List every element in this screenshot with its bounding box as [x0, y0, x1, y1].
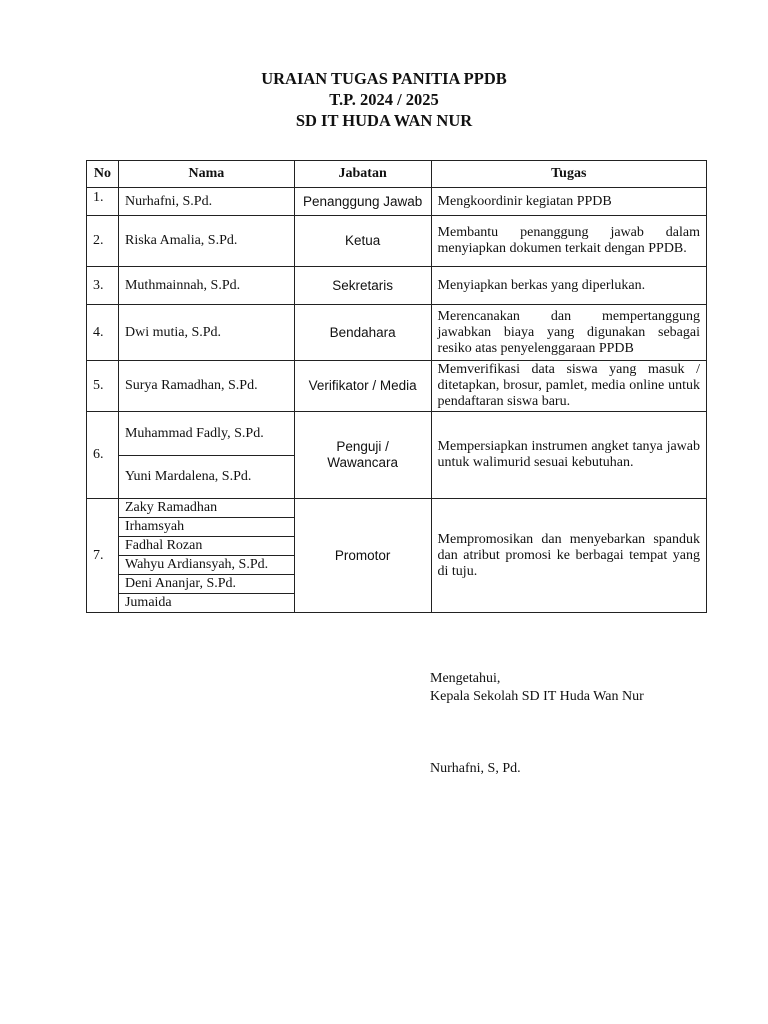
title-line-1: URAIAN TUGAS PANITIA PPDB — [261, 69, 507, 88]
row-number: 7. — [87, 499, 119, 613]
position-line-2: Wawancara — [327, 455, 398, 470]
row-number: 1. — [87, 188, 119, 216]
document-title — [0, 68, 768, 131]
member-name: Fadhal Rozan — [118, 537, 294, 556]
position: Sekretaris — [294, 267, 431, 305]
member-name: Zaky Ramadhan — [118, 499, 294, 518]
table-row — [87, 188, 707, 216]
member-name: Wahyu Ardiansyah, S.Pd. — [118, 556, 294, 575]
member-name: Nurhafni, S.Pd. — [118, 188, 294, 216]
position: Penanggung Jawab — [294, 188, 431, 216]
title-line-3: SD IT HUDA WAN NUR — [295, 111, 473, 130]
duty: Memverifikasi data siswa yang masuk / ditetapkan, brosur, pamlet, media online untuk pendaftaran siswa baru. — [431, 361, 706, 412]
member-name: Dwi mutia, S.Pd. — [118, 305, 294, 361]
position-line-1: Penguji / — [336, 439, 389, 454]
row-number: 4. — [87, 305, 119, 361]
column-header-jabatan: Jabatan — [294, 161, 431, 188]
table-header-row — [87, 161, 707, 188]
title-line-2: T.P. 2024 / 2025 — [329, 90, 439, 109]
duty: Mempromosikan dan menyebarkan spanduk dan atribut promosi ke berbagai tempat yang di tuju. — [431, 499, 706, 613]
table-row — [87, 216, 707, 267]
table-row — [87, 412, 707, 456]
signature-acknowledged: Mengetahui, — [430, 671, 501, 686]
signature-name: Nurhafni, S, Pd. — [430, 761, 521, 776]
position: Verifikator / Media — [294, 361, 431, 412]
member-name: Deni Ananjar, S.Pd. — [118, 575, 294, 594]
position: Promotor — [294, 499, 431, 613]
member-name: Surya Ramadhan, S.Pd. — [118, 361, 294, 412]
table-row — [87, 361, 707, 412]
member-name: Muhammad Fadly, S.Pd. — [118, 412, 294, 456]
signature-block — [430, 670, 644, 706]
duty: Mengkoordinir kegiatan PPDB — [431, 188, 706, 216]
duty: Mempersiapkan instrumen angket tanya jawab untuk walimurid sesuai kebutuhan. — [431, 412, 706, 499]
position: Bendahara — [294, 305, 431, 361]
member-name: Muthmainnah, S.Pd. — [118, 267, 294, 305]
row-number: 3. — [87, 267, 119, 305]
duty: Menyiapkan berkas yang diperlukan. — [431, 267, 706, 305]
column-header-tugas: Tugas — [431, 161, 706, 188]
table-row — [87, 267, 707, 305]
table-row — [87, 305, 707, 361]
row-number: 6. — [87, 412, 119, 499]
position — [294, 412, 431, 499]
row-number: 2. — [87, 216, 119, 267]
member-name: Jumaida — [118, 594, 294, 613]
member-name: Irhamsyah — [118, 518, 294, 537]
row-number: 5. — [87, 361, 119, 412]
member-name: Yuni Mardalena, S.Pd. — [118, 456, 294, 499]
signature-title: Kepala Sekolah SD IT Huda Wan Nur — [430, 689, 644, 704]
duty-table — [86, 160, 707, 613]
table-row — [87, 499, 707, 518]
member-name: Riska Amalia, S.Pd. — [118, 216, 294, 267]
position: Ketua — [294, 216, 431, 267]
column-header-nama: Nama — [118, 161, 294, 188]
duty: Membantu penanggung jawab dalam menyiapkan dokumen terkait dengan PPDB. — [431, 216, 706, 267]
column-header-no: No — [87, 161, 119, 188]
duty: Merencanakan dan mempertanggung jawabkan biaya yang digunakan sebagai resiko atas penyelenggaraan PPDB — [431, 305, 706, 361]
